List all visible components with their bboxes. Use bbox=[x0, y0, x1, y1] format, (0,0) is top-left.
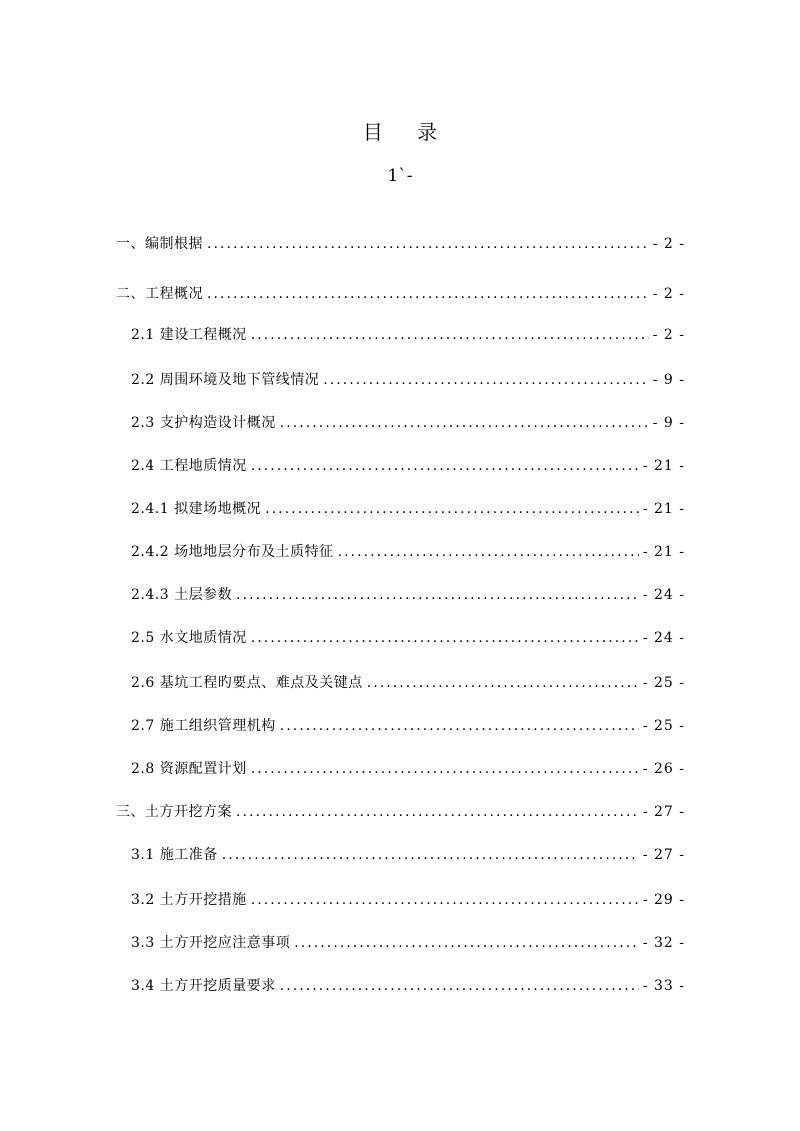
toc-entry-page: - 26 - bbox=[642, 761, 685, 777]
toc-entry-text: 二、工程概况 bbox=[116, 286, 203, 302]
toc-entry[interactable] bbox=[116, 801, 685, 823]
toc-leader bbox=[251, 324, 649, 346]
toc-entry-page: - 32 - bbox=[642, 935, 685, 951]
toc-entry[interactable] bbox=[116, 283, 685, 305]
toc-leader bbox=[280, 412, 649, 434]
toc-entry-page: - 2 - bbox=[652, 236, 685, 252]
toc-entry[interactable] bbox=[131, 758, 685, 780]
toc-leader bbox=[294, 932, 639, 954]
toc-entry[interactable] bbox=[131, 932, 685, 954]
toc-leader bbox=[207, 283, 649, 305]
toc-entry[interactable] bbox=[131, 369, 685, 391]
toc-entry[interactable] bbox=[131, 498, 685, 520]
toc-entry-text: 2.4.3 土层参数 bbox=[131, 587, 233, 603]
toc-entry-page: - 33 - bbox=[642, 978, 685, 994]
toc-entry[interactable] bbox=[131, 541, 685, 563]
toc-entry-page: - 9 - bbox=[652, 415, 685, 431]
toc-leader bbox=[236, 584, 639, 606]
toc-leader bbox=[338, 541, 639, 563]
toc-entry-page: - 24 - bbox=[642, 587, 685, 603]
page-subtitle: 1`- bbox=[387, 166, 413, 186]
toc-entry-text: 2.1 建设工程概况 bbox=[131, 327, 247, 343]
toc-leader bbox=[251, 758, 639, 780]
toc-entry[interactable] bbox=[131, 324, 685, 346]
toc-entry-page: - 27 - bbox=[642, 804, 685, 820]
toc-entry-text: 2.5 水文地质情况 bbox=[131, 630, 247, 646]
toc-entry-text: 2.4 工程地质情况 bbox=[131, 458, 247, 474]
toc-entry-page: - 2 - bbox=[652, 327, 685, 343]
toc-entry-text: 2.2 周围环境及地下管线情况 bbox=[131, 372, 320, 388]
toc-entry-text: 3.3 土方开挖应注意事项 bbox=[131, 935, 291, 951]
toc-entry-text: 3.4 土方开挖质量要求 bbox=[131, 978, 276, 994]
toc-entry-page: - 21 - bbox=[642, 458, 685, 474]
toc-leader bbox=[207, 233, 649, 255]
toc-entry[interactable] bbox=[131, 889, 685, 911]
toc-entry-text: 三、土方开挖方案 bbox=[116, 804, 232, 820]
toc-entry-text: 3.1 施工准备 bbox=[131, 847, 218, 863]
page-title: 目 录 bbox=[362, 120, 452, 144]
toc-entry-text: 2.3 支护构造设计概况 bbox=[131, 415, 276, 431]
toc-leader bbox=[251, 627, 639, 649]
toc-entry-text: 2.4.1 拟建场地概况 bbox=[131, 501, 262, 517]
toc-entry[interactable] bbox=[131, 975, 685, 997]
toc-entry-page: - 25 - bbox=[642, 718, 685, 734]
toc-leader bbox=[280, 975, 639, 997]
toc-entry[interactable] bbox=[131, 844, 685, 866]
toc-entry[interactable] bbox=[131, 715, 685, 737]
toc-entry-page: - 27 - bbox=[642, 847, 685, 863]
toc-entry-page: - 9 - bbox=[652, 372, 685, 388]
toc-entry-text: 2.6 基坑工程旳要点、难点及关键点 bbox=[131, 675, 363, 691]
toc-leader bbox=[323, 369, 649, 391]
toc-entry[interactable] bbox=[116, 233, 685, 255]
toc-leader bbox=[367, 672, 639, 694]
toc-leader bbox=[265, 498, 639, 520]
toc-entry-page: - 21 - bbox=[642, 544, 685, 560]
toc-entry-page: - 2 - bbox=[652, 286, 685, 302]
toc-leader bbox=[280, 715, 639, 737]
toc-entry[interactable] bbox=[131, 627, 685, 649]
toc-entry-text: 3.2 土方开挖措施 bbox=[131, 892, 247, 908]
toc-leader bbox=[236, 801, 639, 823]
toc-entry[interactable] bbox=[131, 672, 685, 694]
toc-entry-text: 2.4.2 场地地层分布及土质特征 bbox=[131, 544, 334, 560]
toc-entry-text: 一、编制根据 bbox=[116, 236, 203, 252]
toc-entry[interactable] bbox=[131, 412, 685, 434]
toc-leader bbox=[251, 889, 639, 911]
toc-leader bbox=[251, 455, 639, 477]
toc-entry[interactable] bbox=[131, 455, 685, 477]
toc-entry-text: 2.8 资源配置计划 bbox=[131, 761, 247, 777]
toc-entry-page: - 29 - bbox=[642, 892, 685, 908]
toc-entry-page: - 21 - bbox=[642, 501, 685, 517]
toc-entry-text: 2.7 施工组织管理机构 bbox=[131, 718, 276, 734]
toc-entry-page: - 25 - bbox=[642, 675, 685, 691]
toc-leader bbox=[222, 844, 639, 866]
toc-entry-page: - 24 - bbox=[642, 630, 685, 646]
toc-entry[interactable] bbox=[131, 584, 685, 606]
